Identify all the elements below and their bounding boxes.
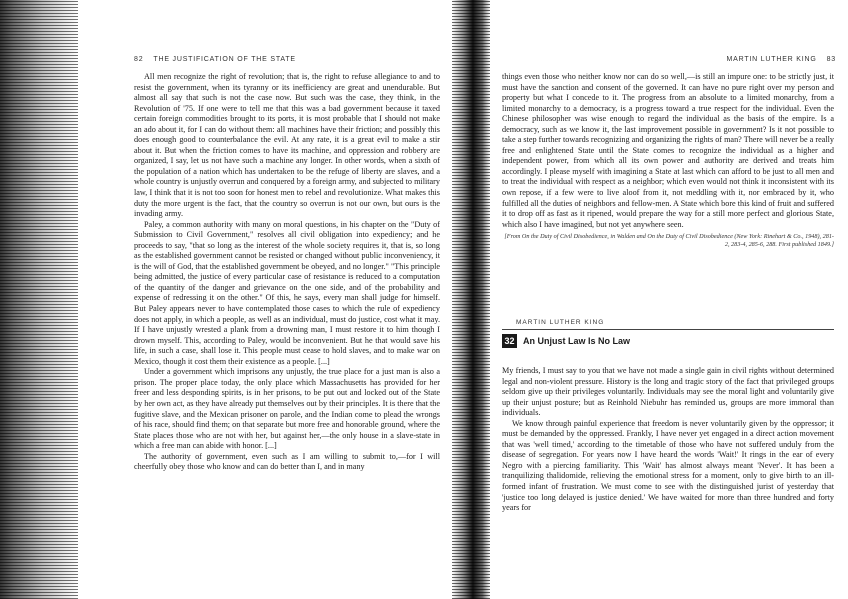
selection-rule — [502, 329, 834, 330]
paragraph: We know through painful experience that freedom is never voluntarily given by the oppressor; it must be demanded by the oppressed. Frankly, I have never yet engaged in a direct action movement that was 'well timed,' according to the timetable of those who have not suffered unduly from the disease of segregation. For years now I have heard the words 'Wait!' It rings in the ear of every Negro with a piercing familiarity. This 'Wait' has almost always meant 'Never'. It has been a tranquilizing thalidomide, relieving the emotional stress for a moment, only to give birth to an ill-formed infant of frustration. We must come to see with the distinguished jurist of yesterday that 'justice too long delayed is justice denied.' We have waited for more than three hundred and forty years for — [502, 418, 834, 513]
selection-author: MARTIN LUTHER KING — [516, 319, 605, 326]
selection-header — [502, 319, 834, 348]
right-page-number: 83 — [826, 56, 836, 63]
left-page-number: 82 — [134, 56, 144, 63]
source-citation: [From On the Duty of Civil Disobedience, in Walden and On the Duty of Civil Disobedience (New York: Rinehart & Co., 1948), 281-2, 283-4, 285-6, 288. First published 1849.] — [504, 233, 834, 249]
paragraph: All men recognize the right of revolution; that is, the right to refuse allegiance to and to resist the government, when its tyranny or its inefficiency are great and unendurable. But almost all say that such is not the case now. But such was the case, they think, in the Revolution of '75. If one were to tell me that this was a bad government because it taxed certain foreign commodities brought to its ports, it is most probable that I should not make an ado about it, for I can do without them: all machines have their friction; and possibly this does enough good to counterbalance the evil. At any rate, it is a great evil to make a stir about it. But when the friction comes to have its machine, and oppression and robbery are organized, I say, let us not have such a machine any longer. In other words, when a sixth of the population of a nation which has undertaken to be the refuge of liberty are slaves, and a whole country is unjustly overrun and conquered by a foreign army, and subjected to military law, I think that it is not too soon for honest men to rebel and revolutionize. What makes this duty the more urgent is the fact, that the country so overrun is not our own, but ours is the invading army. — [134, 72, 440, 219]
selection-number-badge: 32 — [502, 334, 517, 348]
right-running-head — [726, 56, 836, 63]
paragraph: Paley, a common authority with many on moral questions, in his chapter on the "Duty of Submission to Civil Government," resolves all civil obligation into expediency; and he proceeds to say, "that so long as the interest of the whole society requires it, that is, so long as the established government cannot be resisted or changed without public inconveniency, it is the will of God, that the established government be obeyed, and no longer." "This principle being admitted, the justice of every particular case of resistance is reduced to a computation of the quantity of the danger and grievance on the one side, and of the probability and expense of redressing it on the other." Of this, he says, every man shall judge for himself. But Paley appears never to have contemplated those cases to which the rule of expediency does not apply, in which a people, as well as an individual, must do justice, cost what it may. If I have unjustly wrested a plank from a drowning man, I must restore it to him though I drown myself. This, according to Paley, would be inconvenient. But he that would save his life, in such a case, shall lose it. This people must cease to hold slaves, and to make war on Mexico, though it cost them their existence as a people. [...] — [134, 219, 440, 366]
right-body-text — [502, 72, 834, 249]
paragraph: The authority of government, even such as I am willing to submit to,—for I will cheerfully obey those who know and can do better than I, and in many — [134, 451, 440, 472]
paragraph: Under a government which imprisons any unjustly, the true place for a just man is also a prison. The proper place today, the only place which Massachusetts has provided for her freer and less desponding spirits, is in her prisons, to be put out and locked out of the State by her own act, as they have already put themselves out by their principles. It is there that the fugitive slave, and the Mexican prisoner on parole, and the Indian come to plead the wrongs of his race, should find them; on that separate but more free and honorable ground, where the State places those who are not with her, but against her,—the only house in a slave-state in which a free man can abide with honor. [...] — [134, 367, 440, 451]
selection-title: An Unjust Law Is No Law — [523, 336, 631, 346]
left-page — [78, 0, 452, 599]
right-page — [492, 0, 848, 599]
continuation-paragraph: things even those who neither know nor can do so well,—is still an impure one: to be strictly just, it must have the sanction and consent of the governed. It can have no pure right over my person and property but what I concede to it. The progress from an absolute to a limited monarchy, from a limited monarchy to a democracy, is a progress toward a true respect for the individual. Even the Chinese philosopher was wise enough to regard the individual as the basis of the empire. Is a democracy, such as we know it, the last improvement possible in government? Is it not possible to take a step further towards recognizing and organizing the rights of man? There will never be a really free and enlightened State until the State comes to recognize the individual as a higher and independent power, from which all its own power and authority are derived and treats him accordingly. I please myself with imagining a State at last which can afford to be just to all men and to treat the individual with respect as a neighbor; which even would not think it inconsistent with its own repose, if a few were to live aloof from it, not meddling with it, nor embraced by it, who fulfilled all the duties of neighbors and fellow-men. A State which bore this kind of fruit and suffered it to drop off as fast as it ripened, would prepare the way for a still more perfect and glorious State, which also I have imagined, but not yet anywhere seen. — [502, 72, 834, 229]
scan-edge-left — [0, 0, 78, 599]
paragraph: My friends, I must say to you that we have not made a single gain in civil rights without determined legal and non-violent pressure. History is the long and tragic story of the fact that privileged groups seldom give up their privileges voluntarily. Individuals may see the moral light and voluntarily give up their unjust posture; but as Reinhold Niebuhr has reminded us, groups are more immoral than individuals. — [502, 366, 834, 418]
book-gutter — [452, 0, 490, 599]
left-running-head — [134, 56, 296, 63]
left-body-text — [134, 72, 440, 473]
left-running-title: THE JUSTIFICATION OF THE STATE — [153, 56, 296, 63]
selection-title-row — [502, 334, 834, 348]
selection-body-text — [502, 366, 834, 514]
right-running-title: MARTIN LUTHER KING — [726, 56, 817, 63]
